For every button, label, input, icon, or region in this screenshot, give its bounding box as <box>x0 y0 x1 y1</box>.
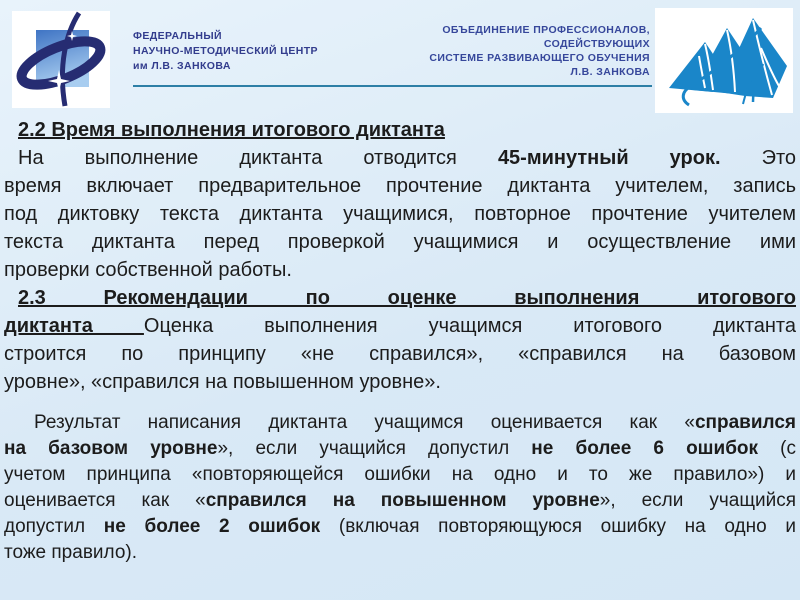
text-segment: Это <box>720 147 797 169</box>
org-text-line: им Л.В. ЗАНКОВА <box>133 60 231 72</box>
slide-body <box>4 116 796 566</box>
text-segment-bold: справился на повышенном уровне <box>205 490 600 511</box>
text-segment: (с <box>758 438 796 459</box>
right-org-title <box>320 23 650 79</box>
text-line <box>4 144 796 172</box>
paragraph-recommendations <box>4 284 796 396</box>
text-segment: На выполнение диктанта отводится <box>18 147 498 169</box>
f-emblem-icon <box>12 11 110 108</box>
text-segment-bold-underline: диктанта <box>4 315 144 337</box>
text-segment-bold: не более 2 ошибок <box>103 516 321 537</box>
text-segment-bold-underline: 2.3 Рекомендации по оценке выполнения итогового <box>18 287 796 309</box>
org-text-line: Л.В. ЗАНКОВА <box>570 66 650 78</box>
zankov-union-logo <box>655 8 793 113</box>
text-line: учетом принципа «повторяющейся ошибки на одно и то же правило») и <box>4 464 796 485</box>
text-segment: Результат написания диктанта учащимся оценивается как « <box>34 412 695 433</box>
section-2-2-heading <box>4 116 796 144</box>
text-line <box>4 284 796 312</box>
paragraph-dictation-time <box>4 144 796 284</box>
text-segment: Оценка выполнения учащимся итогового диктанта <box>143 315 796 337</box>
mountains-icon <box>655 8 793 113</box>
text-line: текста диктанта перед проверкой учащимися и осуществление ими <box>4 231 796 253</box>
text-line: время включает предварительное прочтение диктанта учителем, запись <box>4 175 796 197</box>
text-segment-bold: 45-минутный урок. <box>497 147 721 169</box>
text-line <box>4 410 796 436</box>
text-segment-bold: не более 6 ошибок <box>531 438 759 459</box>
text-line <box>4 488 796 514</box>
text-line: под диктовку текста диктанта учащимися, повторное прочтение учителем <box>4 203 796 225</box>
text-segment: », если учащийся допустил <box>217 438 532 459</box>
org-text-line: СИСТЕМЕ РАЗВИВАЮЩЕГО ОБУЧЕНИЯ <box>429 52 650 64</box>
text-line: строится по принципу «не справился», «справился на базовом <box>4 343 796 365</box>
text-segment: (включая повторяющуюся ошибку на одно и <box>320 516 796 537</box>
left-org-title <box>133 29 318 74</box>
text-segment-bold: справился <box>694 412 796 433</box>
text-segment: », если учащийся <box>599 490 796 511</box>
text-line: проверки собственной работы. <box>4 259 292 281</box>
text-segment-bold: на базовом уровне <box>4 438 218 459</box>
text-segment: допустил <box>4 516 104 537</box>
text-line: тоже правило). <box>4 542 137 563</box>
org-text-line: НАУЧНО-МЕТОДИЧЕСКИЙ ЦЕНТР <box>133 45 318 57</box>
text-segment: оценивается как « <box>4 490 206 511</box>
federal-center-logo <box>12 11 110 108</box>
org-text-line: ОБЪЕДИНЕНИЕ ПРОФЕССИОНАЛОВ, <box>442 24 650 36</box>
text-line <box>4 514 796 540</box>
text-line <box>4 436 796 462</box>
heading-text: 2.2 Время выполнения итогового диктанта <box>18 119 445 141</box>
paragraph-result-grading <box>4 410 796 566</box>
header-divider-line <box>133 85 652 87</box>
text-line: уровне», «справился на повышенном уровне». <box>4 371 441 393</box>
org-text-line: ФЕДЕРАЛЬНЫЙ <box>133 30 222 42</box>
org-text-line: СОДЕЙСТВУЮЩИХ <box>543 38 650 50</box>
text-line <box>4 312 796 340</box>
